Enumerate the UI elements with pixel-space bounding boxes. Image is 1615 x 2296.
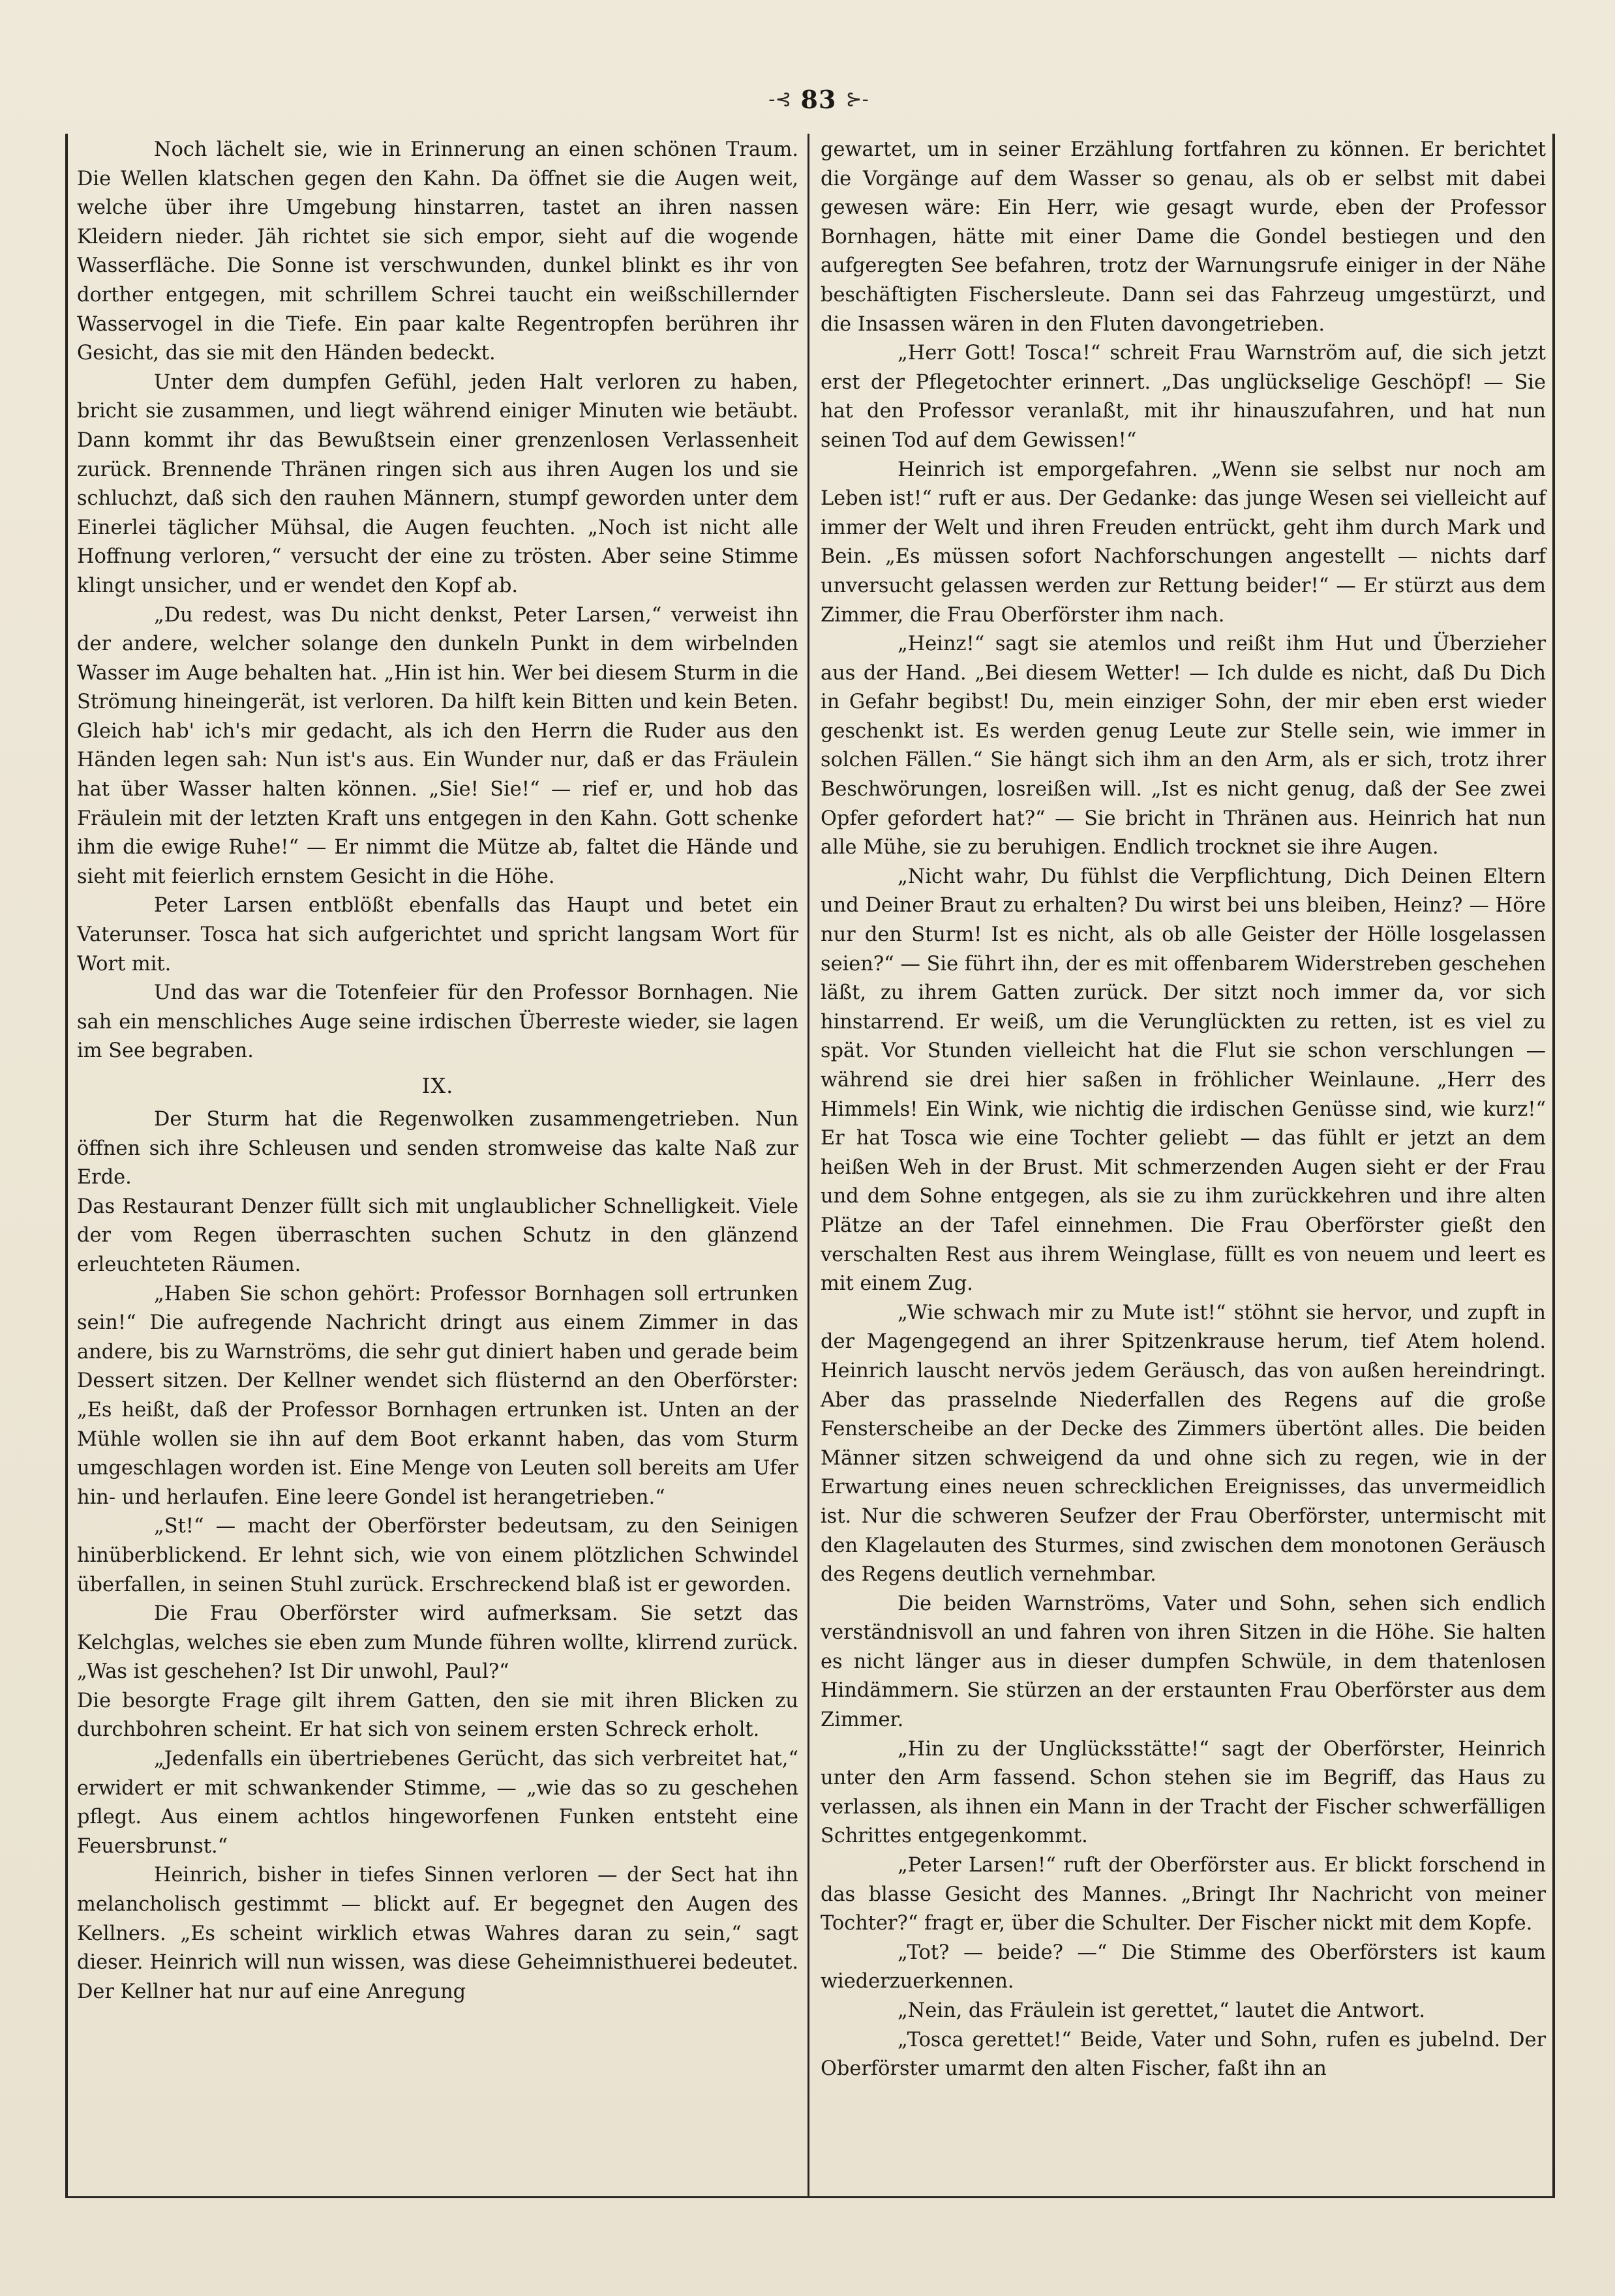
paragraph: „Nicht wahr, Du fühlst die Verpflichtung, Dich Deinen Eltern und Deiner Braut zu erhalten? Du wirst bei uns bleiben, Heinz? — Höre nur den Sturm! Ist es nicht, als ob alle Geister der Hölle losgelassen seien?“ — Sie führt ihn, der es mit offenbarem Widerstreben geschehen läßt, zu ihrem Gatten zurück. Der sitzt noch immer da, vor sich hinstarrend. Er weiß, um die Verunglückten zu retten, ist es viel zu spät. Vor Stunden vielleicht hat die Flut sie schon verschlungen — während sie drei hier saßen in fröhlicher Weinlaune. „Herr des Himmels! Ein Wink, wie nichtig die irdischen Genüsse sind, wie kurz!“ Er hat Tosca wie eine Tochter geliebt — das fühlt er jetzt an dem heißen Weh in der Brust. Mit schmerzenden Augen sieht er der Frau und dem Sohne entgegen, als sie zu ihm zurückkehren und ihre alten Plätze an der Tafel einnehmen. Die Frau Oberförster gießt den verschalten Rest aus ihrem Weinglase, füllt es von neuem und leert es mit einem Zug.: [821, 865, 1546, 1296]
right-border-rule: [1552, 134, 1555, 2198]
column-divider-rule: [808, 134, 809, 2198]
paragraph: „Haben Sie schon gehört: Professor Bornhagen soll ertrunken sein!“ Die aufregende Nachricht dringt aus einem Zimmer in das andere, bis zu Warnströms, die sehr gut diniert haben und gerade beim Dessert sitzen. Der Kellner wendet sich flüsternd an den Oberförster: „Es heißt, daß der Professor Bornhagen ertrunken ist. Unten an der Mühle wollen sie ihn auf dem Boot erkannt haben, das vom Sturm umgeschlagen worden ist. Eine Menge von Leuten soll bereits am Ufer hin- und herlaufen. Eine leere Gondel ist herangetrieben.“: [77, 1282, 798, 1509]
right-column: [821, 136, 1546, 2084]
paragraph: „Wie schwach mir zu Mute ist!“ stöhnt sie hervor, und zupft in der Magengegend an ihrer Spitzenkrause herum, tief Atem holend. Heinrich lauscht nervös jedem Geräusch, das von außen hereindringt. Aber das prasselnde Niederfallen des Regens auf die große Fensterscheibe an der Decke des Zimmers übertönt alles. Die beiden Männer sitzen schweigend da und ohne sich zu regen, wie in der Erwartung eines neuen schrecklichen Ereignisses, das unvermeidlich ist. Nur die schweren Seufzer der Frau Oberförster, untermischt mit den Klagelauten des Sturmes, sind zwischen dem monotonen Geräusch des Regens deutlich vernehmbar.: [821, 1301, 1546, 1587]
paragraph: „Peter Larsen!“ ruft der Oberförster aus. Er blickt forschend in das blasse Gesicht des Mannes. „Bringt Ihr Nachricht von meiner Tochter?“ fragt er, über die Schulter. Der Fischer nickt mit dem Kopfe.: [821, 1854, 1546, 1935]
paragraph: Unter dem dumpfen Gefühl, jeden Halt verloren zu haben, bricht sie zusammen, und liegt während einiger Minuten wie betäubt. Dann kommt ihr das Bewußtsein einer grenzenlosen Verlassenheit zurück. Brennende Thränen ringen sich aus ihren Augen los und sie schluchzt, daß sich den rauhen Männern, stumpf geworden unter dem Einerlei täglicher Mühsal, die Augen feuchten. „Noch ist nicht alle Hoffnung verloren,“ versucht der eine zu trösten. Aber seine Stimme klingt unsicher, und er wendet den Kopf ab.: [77, 370, 798, 597]
paragraph: Peter Larsen entblößt ebenfalls das Haupt und betet ein Vaterunser. Tosca hat sich aufgerichtet und spricht langsam Wort für Wort mit.: [77, 894, 798, 976]
paragraph: Die Frau Oberförster wird aufmerksam. Sie setzt das Kelchglas, welches sie eben zum Munde führen wollte, klirrend zurück. „Was ist geschehen? Ist Dir unwohl, Paul?“: [77, 1602, 798, 1684]
left-border-rule: [65, 134, 68, 2198]
paragraph: Heinrich ist emporgefahren. „Wenn sie selbst nur noch am Leben ist!“ ruft er aus. Der Gedanke: das junge Wesen sei vielleicht auf immer der Welt und ihren Freuden entrückt, geht ihm durch Mark und Bein. „Es müssen sofort Nachforschungen angestellt — nichts darf unversucht gelassen werden zur Rettung beider!“ — Er stürzt aus dem Zimmer, die Frau Oberförster ihm nach.: [821, 458, 1546, 627]
paragraph: Und das war die Totenfeier für den Professor Bornhagen. Nie sah ein menschliches Auge seine irdischen Überreste wieder, sie lagen im See begraben.: [77, 981, 798, 1063]
paragraph: Das Restaurant Denzer füllt sich mit unglaublicher Schnelligkeit. Viele der vom Regen überraschten suchen Schutz in den glänzend erleuchteten Räumen.: [77, 1195, 798, 1276]
paragraph: gewartet, um in seiner Erzählung fortfahren zu können. Er berichtet die Vorgänge auf dem Wasser so genau, als ob er selbst mit dabei gewesen wäre: Ein Herr, wie gesagt wurde, eben der Professor Bornhagen, hätte mit einer Dame die Gondel bestiegen und den aufgeregten See befahren, trotz der Warnungsrufe einiger in der Nähe beschäftigten Fischersleute. Dann sei das Fahrzeug umgestürzt, und die Insassen wären in den Fluten davongetrieben.: [821, 138, 1546, 336]
paragraph: „Heinz!“ sagt sie atemlos und reißt ihm Hut und Überzieher aus der Hand. „Bei diesem Wetter! — Ich dulde es nicht, daß Du Dich in Gefahr begibst! Du, mein einziger Sohn, der mir eben erst wieder geschenkt ist. Es werden genug Leute zur Stelle sein, wie immer in solchen Fällen.“ Sie hängt sich ihm an den Arm, als er sich, trotz ihrer Beschwörungen, losreißen will. „Ist es nicht genug, daß der See zwei Opfer gefordert hat?“ — Sie bricht in Thränen aus. Heinrich hat nun alle Mühe, sie zu beruhigen. Endlich trocknet sie ihre Augen.: [821, 633, 1546, 859]
page-number: 83: [800, 84, 837, 114]
paragraph: „Nein, das Fräulein ist gerettet,“ lautet die Antwort.: [898, 1999, 1426, 2022]
paragraph: „Herr Gott! Tosca!“ schreit Frau Warnström auf, die sich jetzt erst der Pflegetochter erinnert. „Das unglückselige Geschöpf! — Sie hat den Professor veranlaßt, mit ihr hinauszufahren, und hat nun seinen Tod auf dem Gewissen!“: [821, 342, 1546, 452]
page-header: [744, 80, 894, 119]
paragraph: Der Sturm hat die Regenwolken zusammengetrieben. Nun öffnen sich ihre Schleusen und senden stromweise das kalte Naß zur Erde.: [77, 1108, 798, 1189]
ornament-right: ⊱-: [845, 87, 869, 111]
paragraph: „Jedenfalls ein übertriebenes Gerücht, das sich verbreitet hat,“ erwidert er mit schwankender Stimme, — „wie das so zu geschehen pflegt. Aus einem achtlos hingeworfenen Funken entsteht eine Feuersbrunst.“: [77, 1748, 798, 1858]
paragraph: Die besorgte Frage gilt ihrem Gatten, den sie mit ihren Blicken zu durchbohren scheint. Er hat sich von seinem ersten Schreck erholt.: [77, 1689, 798, 1742]
section-heading: IX.: [421, 1073, 454, 1098]
paragraph: „Hin zu der Unglücksstätte!“ sagt der Oberförster, Heinrich unter den Arm fassend. Schon stehen sie im Begriff, das Haus zu verlassen, als ihnen ein Mann in der Tracht der Fischer schwerfälligen Schrittes entgegenkommt.: [821, 1737, 1546, 1848]
bottom-border-rule: [65, 2196, 1555, 2198]
paragraph: „Tosca gerettet!“ Beide, Vater und Sohn, rufen es jubelnd. Der Oberförster umarmt den alten Fischer, faßt ihn an: [821, 2028, 1546, 2081]
paragraph: „St!“ — macht der Oberförster bedeutsam, zu den Seinigen hinüberblickend. Er lehnt sich, wie von einem plötzlichen Schwindel überfallen, in seinen Stuhl zurück. Erschreckend blaß ist er geworden.: [77, 1515, 798, 1596]
paragraph: Noch lächelt sie, wie in Erinnerung an einen schönen Traum. Die Wellen klatschen gegen den Kahn. Da öffnet sie die Augen weit, welche über ihre Umgebung hinstarren, tastet an ihren nassen Kleidern nieder. Jäh richtet sie sich empor, sieht auf die wogende Wasserfläche. Die Sonne ist verschwunden, dunkel blinkt es ihr von dorther entgegen, mit schrillem Schrei taucht ein weißschillernder Wasservogel in die Tiefe. Ein paar kalte Regentropfen berühren ihr Gesicht, das sie mit den Händen bedeckt.: [77, 138, 798, 365]
paragraph: „Tot? — beide? —“ Die Stimme des Oberförsters ist kaum wiederzuerkennen.: [821, 1941, 1546, 1993]
ornament-left: -⊰: [768, 87, 792, 111]
left-column: [77, 136, 798, 2006]
paragraph: Die beiden Warnströms, Vater und Sohn, sehen sich endlich verständnisvoll an und fahren von ihren Sitzen in die Höhe. Sie halten es nicht länger aus in dieser dumpfen Schwüle, in dem thatenlosen Hindämmern. Sie stürzen an der erstaunten Frau Oberförster aus dem Zimmer.: [821, 1592, 1546, 1732]
paragraph: „Du redest, was Du nicht denkst, Peter Larsen,“ verweist ihn der andere, welcher solange den dunkeln Punkt in dem wirbelnden Wasser im Auge behalten hat. „Hin ist hin. Wer bei diesem Sturm in die Strömung hineingerät, ist verloren. Da hilft kein Bitten und kein Beten. Gleich hab' ich's mir gedacht, als ich den Herrn die Ruder aus den Händen legen sah: Nun ist's aus. Ein Wunder nur, daß er das Fräulein hat über Wasser halten können. „Sie! Sie!“ — rief er, und hob das Fräulein mit der letzten Kraft uns entgegen in den Kahn. Gott schenke ihm die ewige Ruhe!“ — Er nimmt die Mütze ab, faltet die Hände und sieht mit feierlich ernstem Gesicht in die Höhe.: [77, 603, 798, 888]
paragraph: Heinrich, bisher in tiefes Sinnen verloren — der Sect hat ihn melancholisch gestimmt — blickt auf. Er begegnet den Augen des Kellners. „Es scheint wirklich etwas Wahres daran zu sein,“ sagt dieser. Heinrich will nun wissen, was diese Geheimnisthuerei bedeutet. Der Kellner hat nur auf eine Anregung: [77, 1864, 798, 2003]
